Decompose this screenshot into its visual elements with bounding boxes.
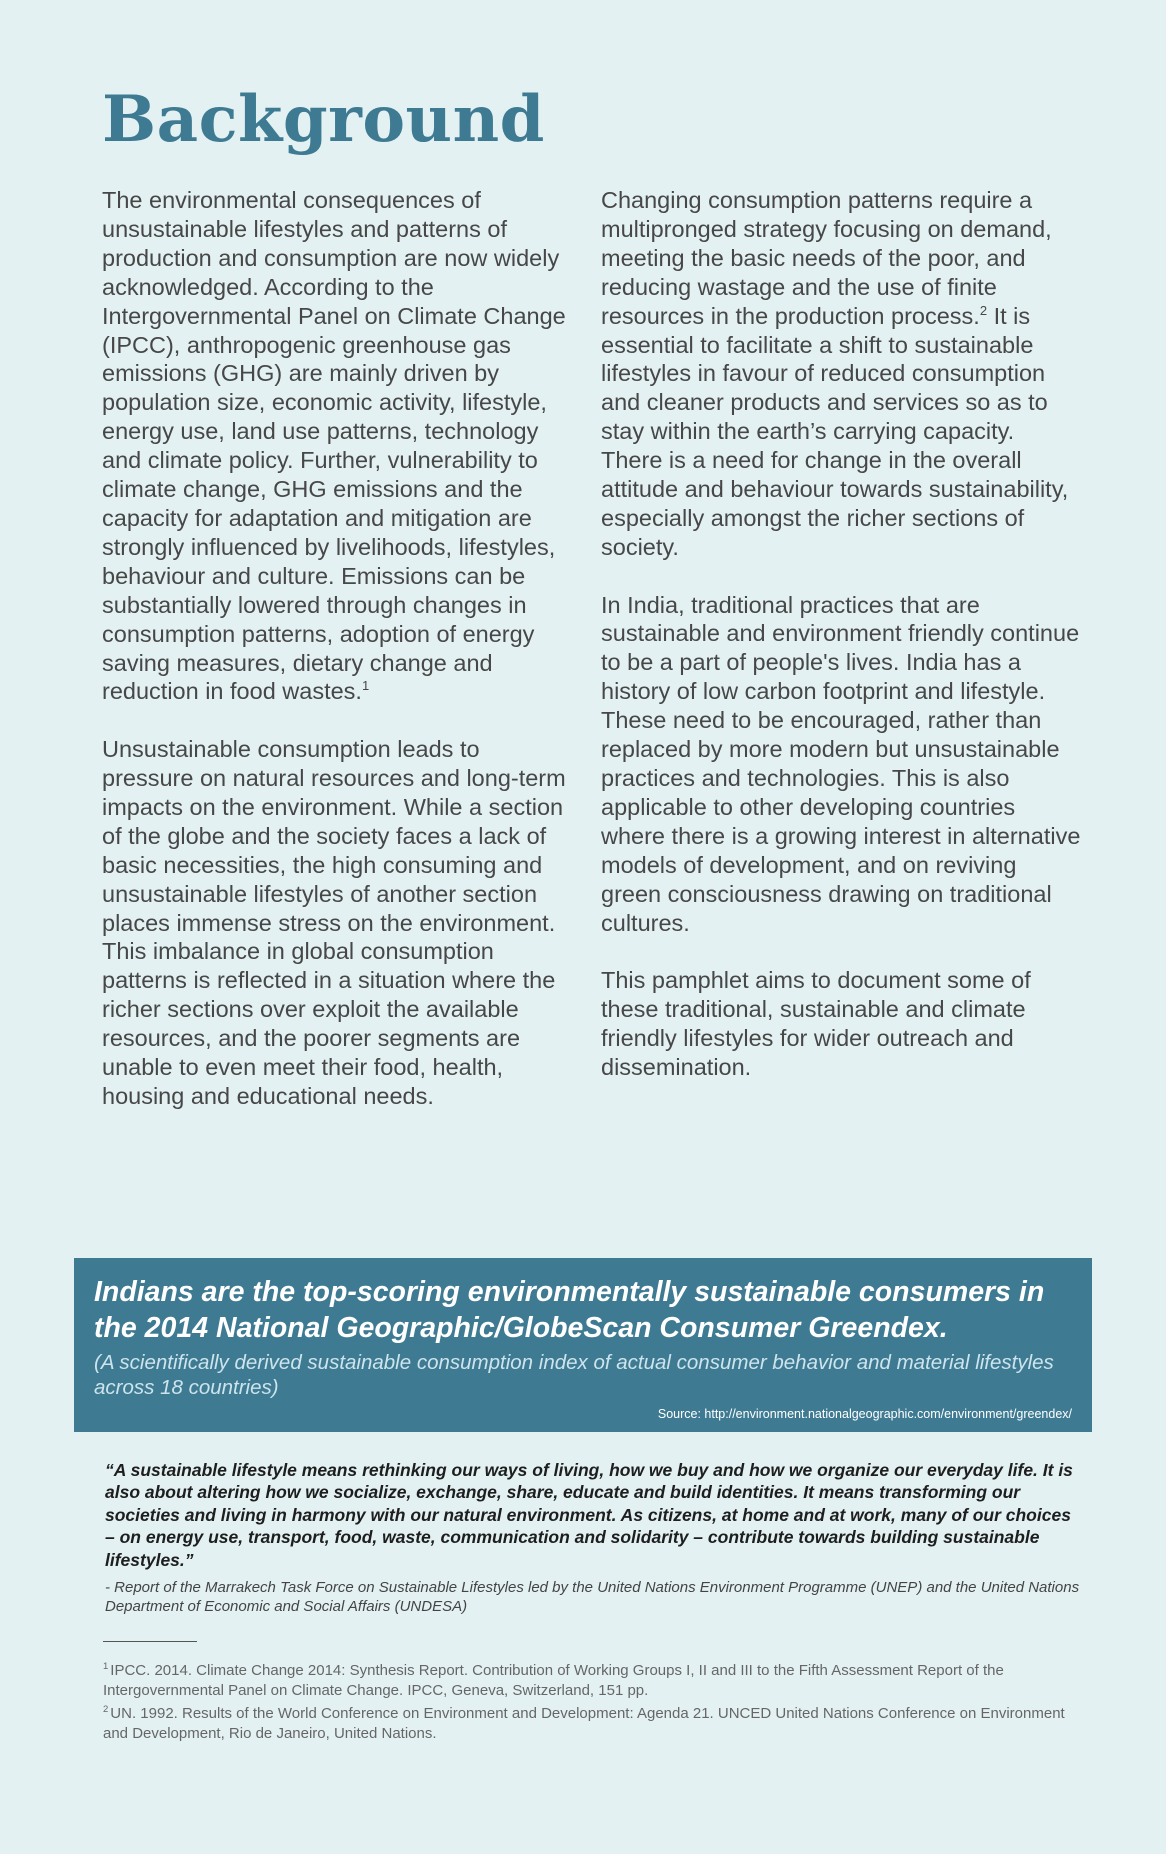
footnote-item: [103, 1704, 1088, 1743]
body-paragraph: [601, 186, 1081, 562]
body-paragraph: [102, 186, 574, 706]
callout-subtitle: (A scientifically derived sustainable consumption index of actual consumer behavior and material lifestyles across 18 countries): [94, 1351, 1054, 1399]
greendex-callout-box: [74, 1258, 1092, 1432]
footnote-item: [103, 1661, 1088, 1700]
paragraph-text: It is essential to facilitate a shift to sustainable lifestyles in favour of reduced consumption and cleaner products and services so as to stay within the earth’s carrying capacity. There is a need for change in the overall attitude and behaviour towards sustainability, especially amongst the richer sections of society.: [601, 302, 1069, 560]
callout-source-link[interactable]: Source: http://environment.nationalgeographic.com/environment/greendex/: [657, 1407, 1072, 1421]
body-paragraph: This pamphlet aims to document some of these traditional, sustainable and climate friendly lifestyles for wider outreach and dissemination.: [601, 967, 1031, 1080]
quote-attribution: - Report of the Marrakech Task Force on Sustainable Lifestyles led by the United Nations Environment Programme (UNEP) and the United Nations Department of Economic and Social Affairs (UNDESA): [105, 1579, 1080, 1615]
footnote-number: 2: [103, 1704, 109, 1716]
footnote-text: UN. 1992. Results of the World Conference on Environment and Development: Agenda 21. UNCED United Nations Conference on Environment and Development, Rio de Janeiro, United Nations.: [103, 1705, 1065, 1742]
footnote-divider: [103, 1641, 197, 1642]
footnote-ref[interactable]: 2: [979, 302, 988, 318]
footnote-text: IPCC. 2014. Climate Change 2014: Synthesis Report. Contribution of Working Groups I, II and III to the Fifth Assessment Report of the Intergovernmental Panel on Climate Change. IPCC, Geneva, Switzerland, 151 pp.: [103, 1662, 1004, 1699]
footnote-number: 1: [103, 1661, 109, 1672]
page-title: Background: [102, 82, 545, 157]
body-paragraph: Unsustainable consumption leads to pressure on natural resources and long-term impacts on the environment. While a section of the globe and the society faces a lack of basic necessities, the high consuming and unsustainable lifestyles of another section places immense stress on the environment. This imbalance in global consumption patterns is reflected in a situation where the richer sections over exploit the available resources, and the poorer segments are unable to even meet their food, health, housing and educational needs.: [102, 736, 566, 1109]
body-paragraph: In India, traditional practices that are sustainable and environment friendly continue to be a part of people's lives. India has a history of low carbon footprint and lifestyle. These need to be encouraged, rather than replaced by more modern but unsustainable practices and technologies. This is also applicable to other developing countries where there is a growing interest in alternative models of development, and on reviving green consciousness drawing on traditional cultures.: [601, 591, 1081, 936]
paragraph-text: The environmental consequences of unsustainable lifestyles and patterns of production and consumption are now widely acknowledged. According to the Intergovernmental Panel on Climate Change (IPCC), anthropogenic greenhouse gas emissions (GHG) are mainly driven by population size, economic activity, lifestyle, energy use, land use patterns, technology and climate policy. Further, vulnerability to climate change, GHG emissions and the capacity for adaptation and mitigation are strongly influenced by livelihoods, lifestyles, behaviour and culture. Emissions can be substantially lowered through changes in consumption patterns, adoption of energy saving measures, dietary change and reduction in food wastes.: [102, 187, 566, 705]
pull-quote: “A sustainable lifestyle means rethinking our ways of living, how we buy and how we organize our everyday life. It is also about altering how we socialize, exchange, share, educate and build identities. It means transforming our societies and living in harmony with our natural environment. As citizens, at home and at work, many of our choices – on energy use, transport, food, waste, communication and solidarity – contribute towards building sustainable lifestyles.”: [105, 1460, 1073, 1570]
paragraph-text: Changing consumption patterns require a multipronged strategy focusing on demand, meeting the basic needs of the poor, and reducing wastage and the use of finite resources in the production process.: [601, 187, 1052, 329]
footnotes: [103, 1661, 1088, 1747]
footnote-ref[interactable]: 1: [361, 678, 370, 694]
right-column: [601, 186, 1081, 1111]
callout-headline: Indians are the top-scoring environmentally sustainable consumers in the 2014 National Geographic/GlobeScan Consumer Greendex.: [94, 1276, 1045, 1344]
left-column: [102, 186, 574, 1140]
